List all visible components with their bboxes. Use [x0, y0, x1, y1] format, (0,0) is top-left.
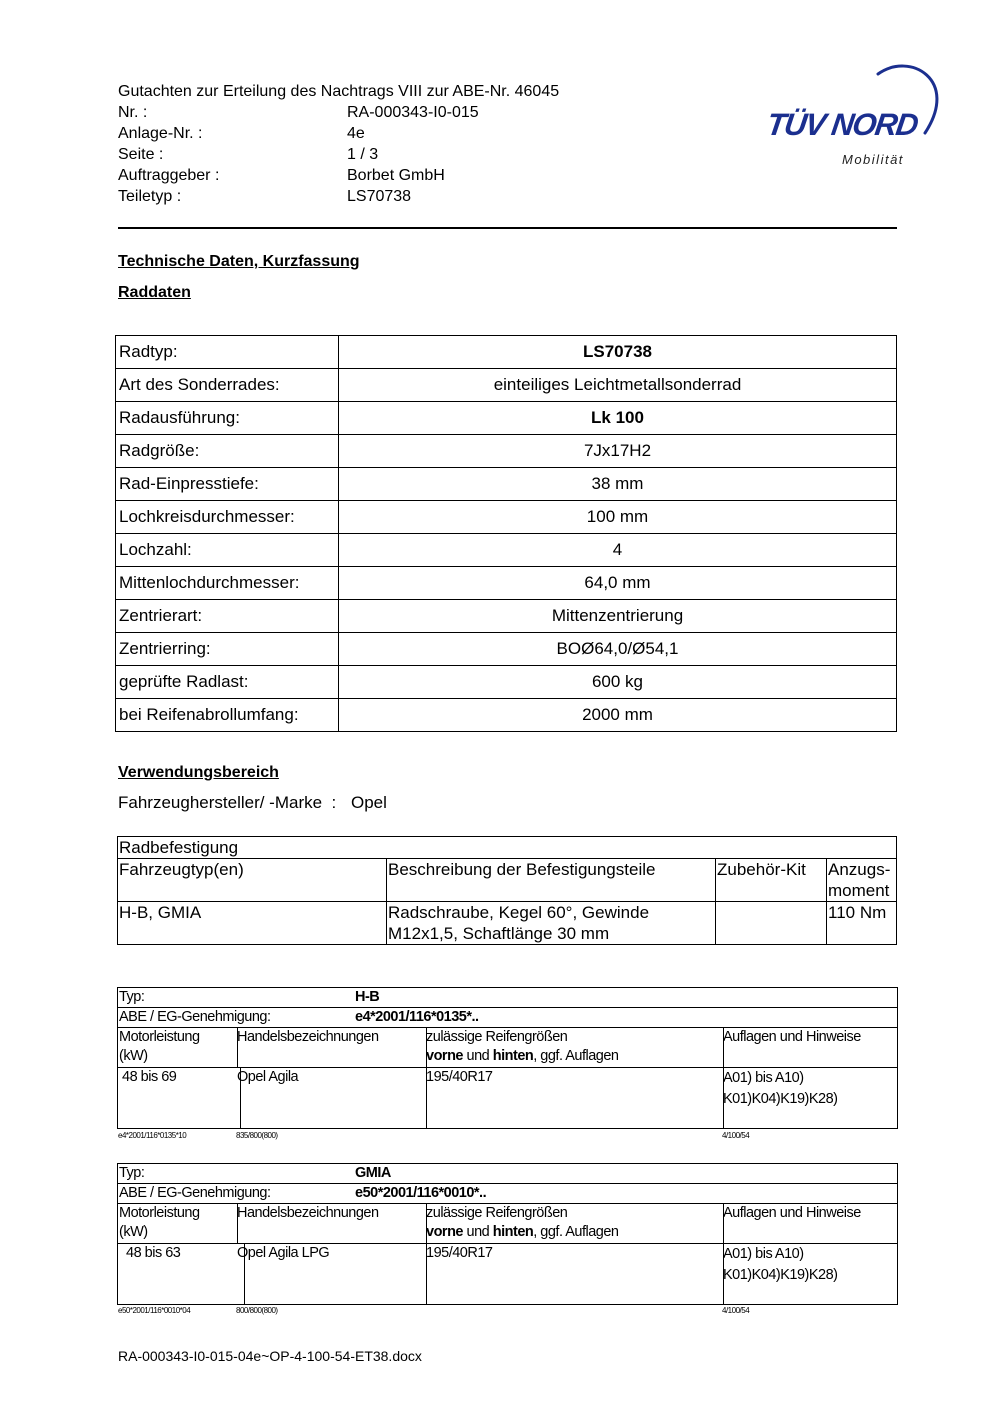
table-row: [116, 534, 897, 567]
power-value: 48 bis 69: [118, 1068, 241, 1128]
table-cell-value: einteiliges Leichtmetallsonderrad: [339, 369, 897, 402]
header-tyre-rear: hinten: [492, 1224, 534, 1240]
type-label: Typ:: [119, 989, 145, 1005]
table-cell-label: Lochkreisdurchmesser:: [116, 501, 339, 534]
wheel-data-table: [115, 335, 897, 732]
header-torque-line-2: moment: [828, 881, 890, 900]
table-row: [116, 369, 897, 402]
table-row: [118, 837, 897, 859]
table-header-row: [117, 1203, 898, 1243]
power-value: 48 bis 63: [118, 1244, 245, 1304]
type-row: [117, 987, 898, 1007]
header-tyre-line-1: zulässige Reifengrößen: [426, 1205, 568, 1221]
type-footnote-bolt: 4/100/54: [722, 1131, 750, 1140]
header-tyre-rest: , ggf. Auflagen: [533, 1224, 619, 1240]
usage-value: Opel: [350, 793, 387, 812]
header-value-seite: 1 / 3: [347, 146, 379, 163]
header-torque-line-1: Anzugs-: [828, 860, 891, 879]
header-tyre-and: und: [463, 1048, 493, 1064]
approval-label: ABE / EG-Genehmigung:: [119, 1009, 271, 1025]
table-cell-label: Radtyp:: [116, 336, 339, 369]
header-divider: [118, 227, 897, 229]
notes-line-2: K01)K04)K19)K28): [723, 1091, 838, 1107]
section-technical-title: Technische Daten, Kurzfassung: [118, 253, 360, 270]
type-footnote-approval: e50*2001/116*0010*04: [118, 1306, 191, 1315]
table-cell-label: Mittenlochdurchmesser:: [116, 567, 339, 600]
header-power-line-2: (kW): [119, 1224, 148, 1240]
header-tyre-line-2: [426, 1223, 723, 1242]
document-footer-filename: RA-000343-I0-015-04e~OP-4-100-54-ET38.docx: [118, 1348, 422, 1364]
table-row: [116, 336, 897, 369]
header-power: [118, 1204, 238, 1243]
logo-wordmark: TÜV NORD: [764, 107, 920, 142]
header-power-line-2: (kW): [119, 1048, 148, 1064]
table-cell-value: 100 mm: [339, 501, 897, 534]
header-trade-names: Handelsbezeichnungen: [236, 1204, 427, 1243]
notes-value: [723, 1244, 897, 1304]
table-cell-value: 64,0 mm: [339, 567, 897, 600]
mounting-description: [387, 902, 716, 945]
type-value: GMIA: [355, 1165, 391, 1181]
mounting-table: [117, 836, 897, 945]
type-value: H-B: [355, 989, 380, 1005]
header-tyre-line-1: zulässige Reifengrößen: [426, 1029, 568, 1045]
table-row: [116, 699, 897, 732]
approval-label: ABE / EG-Genehmigung:: [119, 1185, 271, 1201]
table-cell-label: Radgröße:: [116, 435, 339, 468]
type-footnote-approval: e4*2001/116*0135*10: [118, 1131, 187, 1140]
table-cell-value: Mittenzentrierung: [339, 600, 897, 633]
table-cell-value: BOØ64,0/Ø54,1: [339, 633, 897, 666]
mounting-description-line-2: M12x1,5, Schaftlänge 30 mm: [388, 924, 610, 943]
tuv-nord-logo: [760, 55, 945, 175]
section-usage-title: Verwendungsbereich: [118, 764, 279, 781]
type-footnote-weights: 800/800(800): [236, 1306, 278, 1315]
table-cell-value: Lk 100: [339, 402, 897, 435]
table-cell-label: Rad-Einpresstiefe:: [116, 468, 339, 501]
header-label-seite: Seite :: [118, 146, 164, 163]
header-power-line-1: Motorleistung: [119, 1029, 200, 1045]
table-cell-value: 600 kg: [339, 666, 897, 699]
header-notes: Auflagen und Hinweise: [723, 1029, 861, 1045]
header-vehicle-types: Fahrzeugtyp(en): [118, 859, 387, 902]
tyre-value: 195/40R17: [425, 1068, 724, 1128]
mounting-title: Radbefestigung: [118, 837, 897, 859]
document-title: Gutachten zur Erteilung des Nachtrags VIII zur ABE-Nr. 46045: [118, 83, 560, 100]
table-cell-value: 7Jx17H2: [339, 435, 897, 468]
approval-row: [117, 1007, 898, 1027]
table-cell-label: Lochzahl:: [116, 534, 339, 567]
type-table-gmia: [117, 1163, 898, 1305]
header-label-anlage: Anlage-Nr. :: [118, 125, 203, 142]
type-footnote-weights: 835/800(800): [236, 1131, 278, 1140]
table-row: [116, 600, 897, 633]
type-label: Typ:: [119, 1165, 145, 1181]
usage-label: Fahrzeughersteller/ -Marke :: [118, 793, 337, 812]
header-tyre-front: vorne: [426, 1224, 463, 1240]
header-value-teiletyp: LS70738: [347, 188, 412, 205]
mounting-types: H-B, GMIA: [118, 902, 387, 945]
header-value-auftraggeber: Borbet GmbH: [347, 167, 445, 184]
table-cell-value: LS70738: [339, 336, 897, 369]
table-cell-label: geprüfte Radlast:: [116, 666, 339, 699]
header-label-auftraggeber: Auftraggeber :: [118, 167, 220, 184]
table-cell-label: Art des Sonderrades:: [116, 369, 339, 402]
approval-row: [117, 1183, 898, 1203]
mounting-torque: 110 Nm: [827, 902, 897, 945]
header-tyre-and: und: [463, 1224, 493, 1240]
header-description: Beschreibung der Befestigungsteile: [387, 859, 716, 902]
table-row: [117, 1243, 898, 1305]
header-value-anlage: 4e: [347, 125, 365, 142]
header-label-teiletyp: Teiletyp :: [118, 188, 182, 205]
header-tyre-rear: hinten: [492, 1048, 534, 1064]
table-row: [116, 468, 897, 501]
table-cell-label: Radausführung:: [116, 402, 339, 435]
type-footnote-bolt: 4/100/54: [722, 1306, 750, 1315]
type-row: [117, 1163, 898, 1183]
mounting-kit: [716, 902, 827, 945]
mounting-description-line-1: Radschraube, Kegel 60°, Gewinde: [388, 903, 650, 922]
header-trade-names: Handelsbezeichnungen: [236, 1028, 427, 1067]
table-row: [116, 567, 897, 600]
header-power: [118, 1028, 238, 1067]
table-row: [116, 501, 897, 534]
table-row: [116, 666, 897, 699]
table-row: [117, 1067, 898, 1129]
table-cell-value: 38 mm: [339, 468, 897, 501]
header-label-nr: Nr. :: [118, 104, 148, 121]
header-power-line-1: Motorleistung: [119, 1205, 200, 1221]
table-row: [116, 435, 897, 468]
header-kit: Zubehör-Kit: [716, 859, 827, 902]
usage-line: [118, 793, 387, 813]
table-cell-value: 2000 mm: [339, 699, 897, 732]
table-row: [116, 402, 897, 435]
header-tyre-sizes: [425, 1204, 724, 1243]
table-cell-value: 4: [339, 534, 897, 567]
header-value-nr: RA-000343-I0-015: [347, 104, 479, 121]
notes-value: [723, 1068, 897, 1128]
header-tyre-line-2: [426, 1047, 723, 1066]
table-header-row: [118, 859, 897, 902]
notes-line-1: A01) bis A10): [723, 1070, 804, 1086]
header-torque: [827, 859, 897, 902]
trade-name-value: Opel Agila LPG: [236, 1244, 427, 1304]
tyre-value: 195/40R17: [425, 1244, 724, 1304]
header-notes: Auflagen und Hinweise: [723, 1205, 861, 1221]
notes-line-2: K01)K04)K19)K28): [723, 1267, 838, 1283]
table-cell-label: Zentrierart:: [116, 600, 339, 633]
table-row: [118, 902, 897, 945]
table-row: [116, 633, 897, 666]
table-cell-label: bei Reifenabrollumfang:: [116, 699, 339, 732]
header-tyre-front: vorne: [426, 1048, 463, 1064]
table-cell-label: Zentrierring:: [116, 633, 339, 666]
header-tyre-rest: , ggf. Auflagen: [533, 1048, 619, 1064]
header-tyre-sizes: [425, 1028, 724, 1067]
approval-value: e4*2001/116*0135*..: [355, 1009, 479, 1025]
logo-subtitle: Mobilität: [842, 152, 904, 167]
trade-name-value: Opel Agila: [236, 1068, 427, 1128]
section-wheel-data-title: Raddaten: [118, 284, 191, 301]
type-table-hb: [117, 987, 898, 1129]
notes-line-1: A01) bis A10): [723, 1246, 804, 1262]
approval-value: e50*2001/116*0010*..: [355, 1185, 487, 1201]
table-header-row: [117, 1027, 898, 1067]
